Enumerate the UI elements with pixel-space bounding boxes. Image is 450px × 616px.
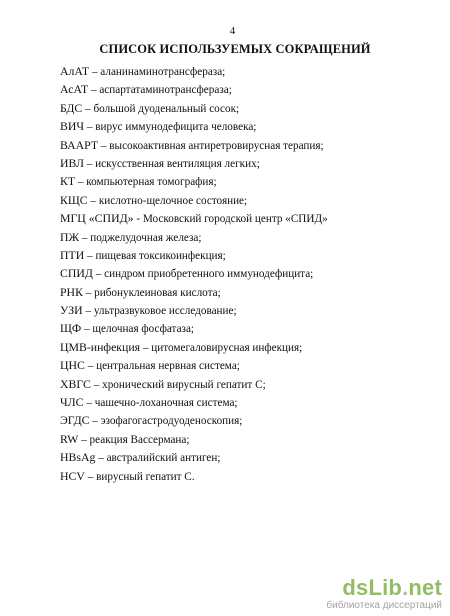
abbreviation-separator: – <box>89 415 101 428</box>
abbreviation-item <box>60 356 440 374</box>
abbreviation-item <box>60 375 440 393</box>
abbreviation-definition: рибонуклеиновая кислота; <box>94 286 221 299</box>
abbreviation-code: МГЦ «СПИД» <box>60 211 134 226</box>
abbreviation-separator: – <box>82 286 95 299</box>
abbreviation-definition: вирусный гепатит С. <box>96 470 195 483</box>
abbreviation-code: HBsAg <box>60 450 96 465</box>
abbreviation-definition: искусственная вентиляция легких; <box>95 157 260 170</box>
abbreviation-item <box>60 209 440 227</box>
abbreviation-separator: – <box>75 176 87 189</box>
abbreviation-separator: – <box>82 102 94 115</box>
abbreviation-definition: вирус иммунодефицита человека; <box>95 121 257 134</box>
abbreviation-definition: австралийский антиген; <box>106 452 221 465</box>
abbreviation-code: АлАТ <box>60 64 90 78</box>
watermark-logo-main: dsLib <box>342 575 403 600</box>
abbreviation-separator: – <box>84 249 96 262</box>
abbreviation-definition: эзофагогастродуоденоскопия; <box>100 415 243 428</box>
abbreviation-definition: центральная нервная система; <box>96 360 240 373</box>
abbreviation-code: HCV <box>60 468 85 483</box>
abbreviation-item <box>60 117 440 135</box>
watermark-logo-dot: . <box>402 575 409 600</box>
abbreviation-definition: кислотно-щелочное состояние; <box>98 194 248 207</box>
abbreviation-separator: – <box>82 305 94 318</box>
watermark-logo-text <box>310 576 442 600</box>
abbreviation-code: ПТИ <box>60 247 85 262</box>
page-number: 4 <box>229 25 236 37</box>
abbreviation-code: РНК <box>60 284 83 299</box>
abbreviation-definition: поджелудочная железа; <box>90 231 202 244</box>
abbreviation-item <box>60 430 440 448</box>
abbreviation-item <box>60 136 440 154</box>
abbreviation-item <box>60 467 440 485</box>
abbreviation-item <box>60 99 440 117</box>
abbreviation-list <box>60 62 440 485</box>
abbreviation-code: ВААРТ <box>60 137 99 152</box>
abbreviation-definition: чашечно-лоханочная система; <box>94 397 238 410</box>
abbreviation-separator: – <box>83 157 96 170</box>
abbreviation-code: ЧЛС <box>60 395 84 410</box>
abbreviation-definition: ультразвуковое исследование; <box>93 305 237 318</box>
watermark-subtitle: библиотека диссертаций <box>326 600 442 611</box>
abbreviation-code: ЦНС <box>60 358 85 373</box>
abbreviation-definition: высокоактивная антиретровирусная терапия; <box>109 139 324 152</box>
abbreviation-item <box>60 154 440 172</box>
abbreviation-code: УЗИ <box>60 303 83 318</box>
abbreviation-separator: – <box>79 231 91 244</box>
abbreviation-item <box>60 264 440 282</box>
abbreviation-item <box>60 191 440 209</box>
abbreviation-item <box>60 283 440 301</box>
abbreviation-definition: реакция Вассермана; <box>89 433 190 446</box>
abbreviation-code: БДС <box>60 100 83 115</box>
abbreviation-definition: аланинаминотрансфераза; <box>100 66 226 78</box>
abbreviation-separator: – <box>92 268 105 281</box>
abbreviation-separator: – <box>84 121 96 134</box>
abbreviation-separator: – <box>89 66 101 78</box>
watermark-logo <box>310 576 442 612</box>
abbreviation-item <box>60 393 440 411</box>
abbreviation-item <box>60 62 440 80</box>
watermark-logo-tld: net <box>408 575 442 600</box>
abbreviation-code: АсАТ <box>60 82 89 97</box>
abbreviation-separator: – <box>84 360 97 373</box>
abbreviation-item <box>60 246 440 264</box>
abbreviation-item <box>60 172 440 190</box>
abbreviation-item <box>60 80 440 98</box>
abbreviation-code: КЩС <box>60 192 88 207</box>
abbreviation-separator: – <box>140 341 152 354</box>
abbreviation-definition: пищевая токсикоинфекция; <box>95 249 226 262</box>
abbreviation-code: ЭГДС <box>60 413 90 428</box>
abbreviation-separator: – <box>95 452 107 465</box>
abbreviation-separator: – <box>87 194 99 207</box>
abbreviation-separator: – <box>84 470 97 483</box>
abbreviation-definition: Московский городской центр «СПИД» <box>142 213 328 226</box>
abbreviation-separator: – <box>81 323 93 336</box>
abbreviation-separator: - <box>133 213 143 226</box>
abbreviation-item <box>60 301 440 319</box>
abbreviation-definition: синдром приобретенного иммунодефицита; <box>104 268 314 281</box>
abbreviation-separator: – <box>98 139 110 152</box>
abbreviation-definition: хронический вирусный гепатит С; <box>102 378 266 391</box>
abbreviation-separator: – <box>83 397 95 410</box>
abbreviation-code: СПИД <box>60 266 93 281</box>
abbreviation-item <box>60 448 440 466</box>
abbreviation-item <box>60 411 440 429</box>
abbreviation-separator: – <box>88 84 100 97</box>
abbreviation-code: ЩФ <box>60 321 82 336</box>
abbreviation-code: RW <box>60 431 79 446</box>
abbreviation-definition: большой дуоденальный сосок; <box>93 102 240 115</box>
abbreviation-definition: аспартатаминотрансфераза; <box>99 84 232 97</box>
abbreviation-definition: щелочная фосфатаза; <box>92 323 195 336</box>
abbreviation-code: ПЖ <box>60 229 80 244</box>
abbreviation-code: КТ <box>60 174 76 189</box>
abbreviation-code: ИВЛ <box>60 155 84 170</box>
abbreviation-item <box>60 319 440 337</box>
abbreviation-code: ВИЧ <box>60 119 85 134</box>
abbreviation-item <box>60 228 440 246</box>
abbreviation-code: ЦМВ-инфекция <box>60 339 141 354</box>
abbreviation-separator: – <box>90 378 103 391</box>
abbreviation-code: ХВГС <box>60 376 91 391</box>
abbreviation-definition: компьютерная томография; <box>86 176 217 189</box>
abbreviation-item <box>60 338 440 356</box>
abbreviation-definition: цитомегаловирусная инфекция; <box>151 341 303 354</box>
page-title: СПИСОК ИСПОЛЬЗУЕМЫХ СОКРАЩЕНИЙ <box>99 42 371 56</box>
abbreviation-separator: – <box>78 433 90 446</box>
